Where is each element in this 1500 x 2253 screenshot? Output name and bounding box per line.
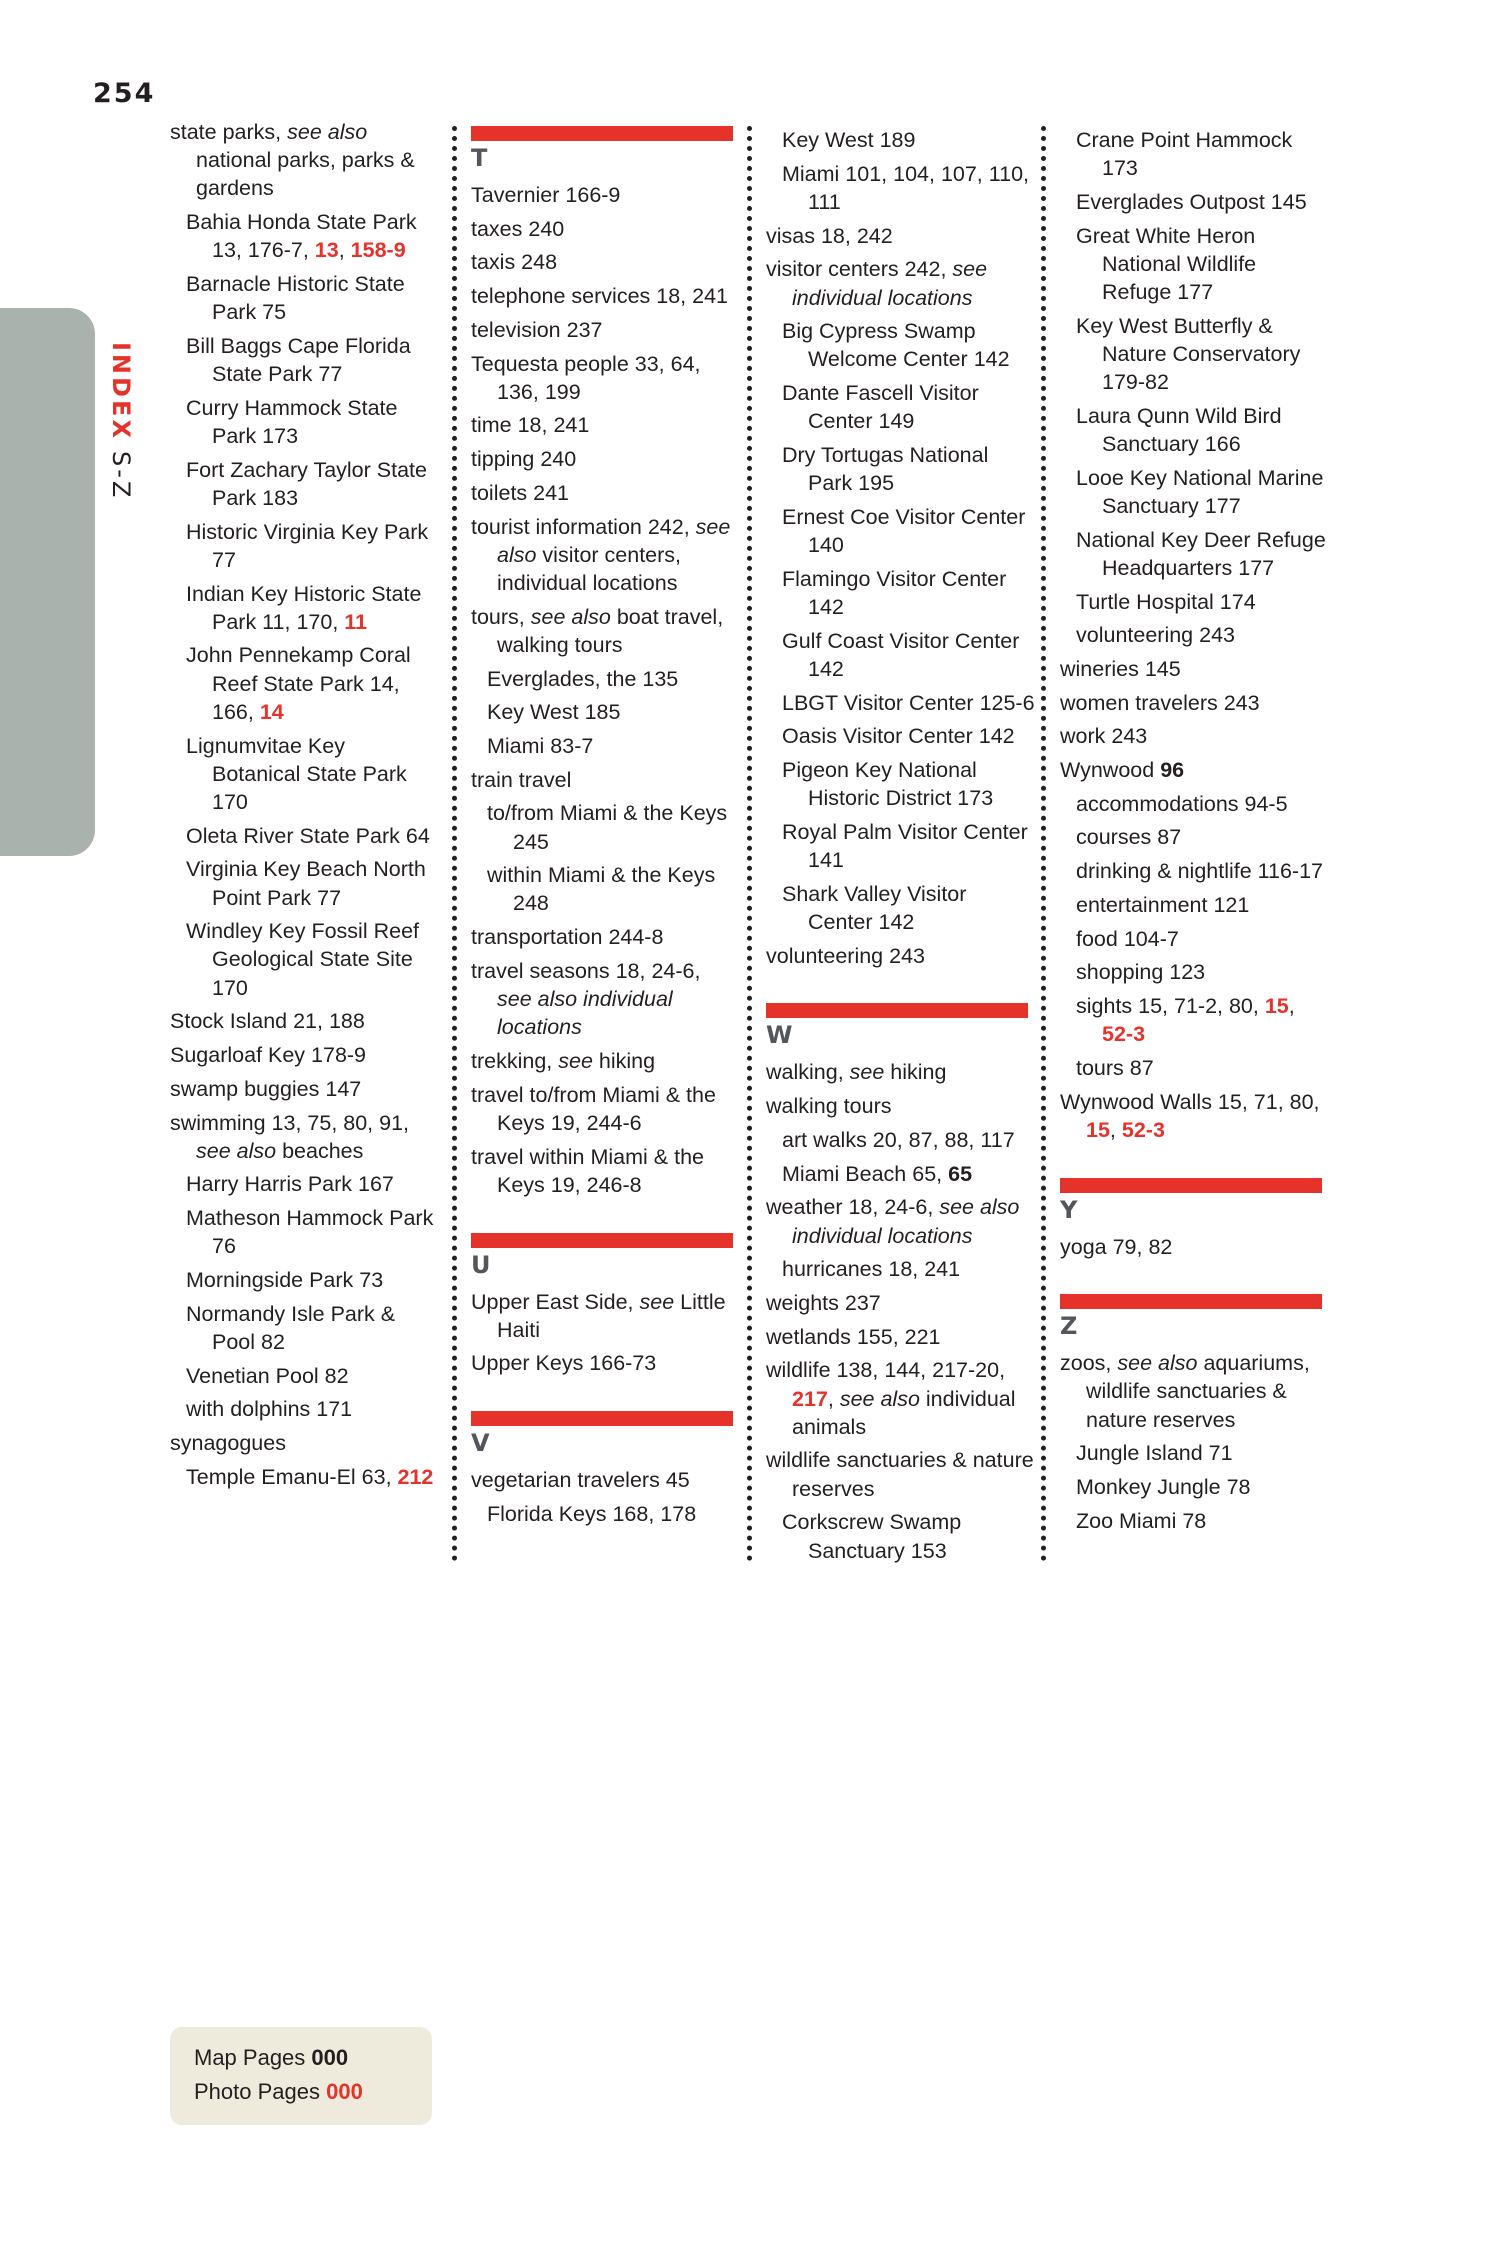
index-subentry: entertainment 121 — [1076, 892, 1250, 917]
index-entry: weather 18, 24-6, see also individual locations — [766, 1195, 1020, 1248]
index-subentry: art walks 20, 87, 88, 117 — [782, 1127, 1015, 1152]
index-column-4 — [1041, 126, 1330, 1562]
index-subentry: with dolphins 171 — [186, 1397, 353, 1422]
index-subentry: Turtle Hospital 174 — [1076, 589, 1256, 614]
index-subentry: National Key Deer Refuge Headquarters 177 — [1076, 527, 1326, 580]
index-column-2 — [452, 126, 741, 1562]
index-entry: telephone services 18, 241 — [471, 284, 728, 309]
index-entry: synagogues — [170, 1431, 286, 1456]
index-entry: wineries 145 — [1060, 656, 1181, 681]
index-subentry: Miami 101, 104, 107, 110, 111 — [782, 161, 1030, 214]
map-pages-legend: Map Pages 000 — [194, 2045, 349, 2070]
section-header — [1060, 1178, 1330, 1225]
index-subentry: Everglades Outpost 145 — [1076, 189, 1307, 214]
index-subentry: Curry Hammock State Park 173 — [186, 395, 398, 449]
index-entry: Upper Keys 166-73 — [471, 1351, 657, 1376]
section-header — [471, 1233, 741, 1280]
section-letter: W — [766, 1021, 793, 1050]
index-subentry: Bahia Honda State Park 13, 176-7, 13, 158-9 — [186, 210, 417, 263]
section-header — [471, 126, 741, 173]
index-entry: swimming 13, 75, 80, 91, see also beaches — [170, 1110, 410, 1163]
index-entry: walking, see hiking — [766, 1060, 947, 1085]
index-subentry: Venetian Pool 82 — [186, 1363, 349, 1388]
index-entry: train travel — [471, 767, 572, 792]
index-subentry: Bill Baggs Cape Florida State Park 77 — [186, 333, 411, 387]
index-range: S-Z — [107, 450, 135, 501]
index-subentry: Crane Point Hammock 173 — [1076, 128, 1293, 181]
section-rule — [1060, 1294, 1322, 1309]
index-subentry: to/from Miami & the Keys 245 — [487, 801, 728, 854]
index-subentry: Shark Valley Visitor Center 142 — [782, 881, 967, 935]
index-entry: volunteering 243 — [766, 943, 925, 968]
index-entry: time 18, 241 — [471, 413, 590, 438]
index-subentry: Oleta River State Park 64 — [186, 823, 430, 848]
section-letter: T — [471, 144, 488, 172]
index-entry: tourist information 242, see also visitor centers, individual locations — [471, 514, 731, 595]
section-letter: V — [471, 1429, 490, 1458]
index-entry: Tavernier 166-9 — [471, 183, 621, 207]
index-subentry: Flamingo Visitor Center 142 — [782, 566, 1007, 620]
index-subentry: Oasis Visitor Center 142 — [782, 724, 1015, 749]
index-subentry: Florida Keys 168, 178 — [487, 1501, 697, 1526]
index-subentry: courses 87 — [1076, 825, 1182, 850]
section-rule — [471, 1411, 733, 1426]
index-subentry: John Pennekamp Coral Reef State Park 14, 166, 14 — [186, 643, 411, 724]
section-header — [1060, 1294, 1330, 1341]
index-subentry: LBGT Visitor Center 125-6 — [782, 690, 1035, 715]
index-subentry: Key West Butterfly & Nature Conservatory 179-82 — [1076, 313, 1301, 395]
index-subentry: Key West 189 — [782, 128, 916, 152]
index-entry: work 243 — [1060, 724, 1148, 749]
index-subentry: Everglades, the 135 — [487, 666, 679, 691]
index-entry: wildlife sanctuaries & nature reserves — [766, 1448, 1034, 1501]
photo-pages-legend: Photo Pages 000 — [194, 2079, 363, 2104]
index-subentry: Dry Tortugas National Park 195 — [782, 443, 989, 496]
index-entry: taxes 240 — [471, 216, 565, 241]
section-header — [471, 1411, 741, 1458]
index-subentry: Harry Harris Park 167 — [186, 1172, 394, 1197]
index-subentry: Gulf Coast Visitor Center 142 — [782, 628, 1020, 681]
section-letter: Y — [1060, 1195, 1078, 1224]
index-entry: tipping 240 — [471, 447, 577, 472]
index-entry: walking tours — [766, 1094, 892, 1119]
index-entry: zoos, see also aquariums, wildlife sanctuaries & nature reserves — [1060, 1351, 1310, 1432]
section-rule — [471, 126, 733, 141]
index-subentry: Morningside Park 73 — [186, 1268, 384, 1293]
index-subentry: Key West 185 — [487, 700, 621, 725]
index-entry: yoga 79, 82 — [1060, 1234, 1173, 1259]
index-entry: Sugarloaf Key 178-9 — [170, 1043, 367, 1068]
index-side-tab — [0, 308, 95, 856]
index-subentry: Great White Heron National Wildlife Refuge 177 — [1076, 223, 1257, 305]
index-entry: Upper East Side, see Little Haiti — [471, 1289, 726, 1342]
index-entry: swamp buggies 147 — [170, 1076, 362, 1101]
index-subentry: Miami 83-7 — [487, 733, 594, 758]
index-entry: tours, see also boat travel, walking tours — [471, 604, 724, 657]
index-entry: Stock Island 21, 188 — [170, 1009, 365, 1034]
index-subentry: Ernest Coe Visitor Center 140 — [782, 504, 1026, 558]
index-entry: travel seasons 18, 24-6, see also individual locations — [471, 958, 701, 1040]
index-entry: taxis 248 — [471, 250, 558, 275]
index-column-1 — [170, 118, 438, 1496]
index-subentry: accommodations 94-5 — [1076, 791, 1288, 816]
index-entry: toilets 241 — [471, 480, 570, 505]
index-subentry: Matheson Hammock Park 76 — [186, 1206, 434, 1259]
index-subentry: Lignumvitae Key Botanical State Park 170 — [186, 733, 407, 814]
index-subentry: Normandy Isle Park & Pool 82 — [186, 1301, 396, 1354]
index-subentry: Windley Key Fossil Reef Geological State Site 170 — [186, 919, 419, 1000]
index-subentry: Zoo Miami 78 — [1076, 1508, 1207, 1533]
index-subentry: food 104-7 — [1076, 926, 1179, 951]
section-rule — [1060, 1178, 1322, 1193]
index-subentry: Corkscrew Swamp Sanctuary 153 — [782, 1510, 962, 1563]
index-entry: women travelers 243 — [1060, 690, 1260, 715]
index-entry: Wynwood 96 — [1060, 758, 1185, 783]
index-subentry: Pigeon Key National Historic District 173 — [782, 758, 994, 811]
index-entry: visas 18, 242 — [766, 223, 893, 248]
index-word: INDEX — [107, 342, 135, 441]
index-subentry: Dante Fascell Visitor Center 149 — [782, 381, 979, 434]
index-subentry: within Miami & the Keys 248 — [487, 863, 716, 916]
section-header — [766, 1003, 1036, 1050]
section-rule — [766, 1003, 1028, 1018]
index-subentry: Temple Emanu-El 63, 212 — [186, 1464, 434, 1489]
index-entry: trekking, see hiking — [471, 1048, 656, 1073]
index-side-label — [107, 342, 135, 500]
index-entry: transportation 244-8 — [471, 925, 664, 950]
index-subentry: hurricanes 18, 241 — [782, 1257, 961, 1282]
index-subentry: Indian Key Historic State Park 11, 170, 11 — [186, 581, 422, 634]
index-subentry: Jungle Island 71 — [1076, 1441, 1233, 1466]
index-subentry: sights 15, 71-2, 80, 15, 52-3 — [1076, 993, 1295, 1047]
index-subentry: Miami Beach 65, 65 — [782, 1161, 973, 1186]
section-letter: Z — [1060, 1312, 1078, 1341]
index-subentry: volunteering 243 — [1076, 623, 1235, 648]
index-entry: Wynwood Walls 15, 71, 80, 15, 52-3 — [1060, 1089, 1320, 1142]
section-letter: U — [471, 1250, 491, 1279]
index-entry: wildlife 138, 144, 217-20, 217, see also individual animals — [766, 1358, 1016, 1439]
page-type-legend — [170, 2027, 432, 2125]
index-subentry: Barnacle Historic State Park 75 — [186, 272, 405, 325]
index-entry: wetlands 155, 221 — [766, 1324, 941, 1349]
index-subentry: Big Cypress Swamp Welcome Center 142 — [782, 319, 1010, 372]
index-subentry: Monkey Jungle 78 — [1076, 1475, 1251, 1500]
index-column-3 — [747, 126, 1036, 1562]
index-subentry: drinking & nightlife 116-17 — [1076, 859, 1324, 884]
index-subentry: shopping 123 — [1076, 960, 1206, 985]
index-entry: state parks, see also national parks, parks & gardens — [170, 120, 415, 201]
index-entry: travel within Miami & the Keys 19, 246-8 — [471, 1144, 704, 1197]
index-entry: weights 237 — [766, 1290, 881, 1315]
index-subentry: tours 87 — [1076, 1055, 1154, 1080]
index-subentry: Royal Palm Visitor Center 141 — [782, 819, 1028, 873]
index-entry: television 237 — [471, 317, 603, 342]
index-entry: visitor centers 242, see individual locations — [766, 257, 988, 310]
index-subentry: Historic Virginia Key Park 77 — [186, 519, 429, 572]
index-entry: vegetarian travelers 45 — [471, 1468, 690, 1493]
section-rule — [471, 1233, 733, 1248]
index-subentry: Fort Zachary Taylor State Park 183 — [186, 457, 427, 510]
index-entry: Tequesta people 33, 64, 136, 199 — [471, 351, 701, 404]
index-subentry: Laura Qunn Wild Bird Sanctuary 166 — [1076, 403, 1282, 457]
index-subentry: Virginia Key Beach North Point Park 77 — [186, 857, 426, 910]
page-number: 254 — [93, 78, 156, 109]
index-subentry: Looe Key National Marine Sanctuary 177 — [1076, 465, 1324, 518]
index-entry: travel to/from Miami & the Keys 19, 244-6 — [471, 1082, 716, 1135]
